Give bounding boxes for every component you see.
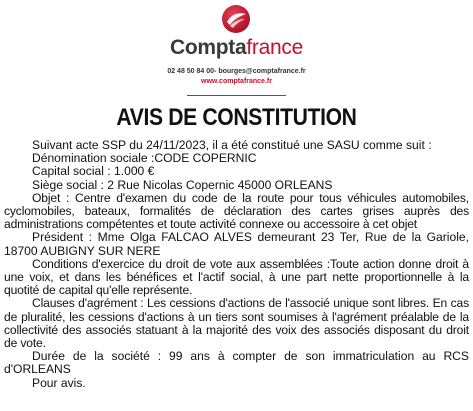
paragraph-agrement: Clauses d'agrément : Les cessions d'actions de l'associé unique sont libres. En cas de pluralité, les cessions d'actions à un tiers sont soumises à l'agrément préalable de la collectivité des associés statuant à la majorité des voix des associés disposant du droit de vote.: [4, 296, 469, 351]
paragraph-capital: Capital social : 1.000 €: [32, 164, 155, 179]
paragraph-duree: Durée de la société : 99 ans à compter de son immatriculation au RCS d'ORLEANS: [4, 349, 469, 377]
paragraph-vote: Conditions d'exercice du droit de vote aux assemblées :Toute action donne droit à une voix, et dans les bénéfices et l'actif social, à une part nette proportionnelle à la quotité de capital qu'elle représente.: [4, 256, 469, 298]
comptafrance-logo-icon: [221, 4, 251, 34]
paragraph-siege: Siège social : 2 Rue Nicolas Copernic 45000 ORLEANS: [32, 177, 333, 192]
header-divider: [187, 95, 286, 96]
header: [0, 0, 473, 100]
paragraph-president: Président : Mme Olga FALCAO ALVES demeurant 23 Ter, Rue de la Gariole, 18700 AUBIGNY SUR NERE: [4, 230, 469, 258]
paragraph-pour-avis: Pour avis.: [32, 375, 86, 390]
notice-body: [4, 139, 469, 390]
website-link[interactable]: www.comptafrance.fr: [201, 78, 272, 85]
contact-line: 02 48 50 84 00- bourges@comptafrance.fr: [167, 68, 306, 75]
paragraph-objet: Objet : Centre d'examen du code de la route pour tous véhicules automobiles, cyclomobiles, bateaux, formalités de déclaration des cartes grises auprès des administrations compétentes et toute activité connexe ou accessoire à cet objet: [4, 190, 469, 232]
notice-title: AVIS DE CONSTITUTION: [116, 104, 357, 131]
paragraph-intro: Suivant acte SSP du 24/11/2023, il a été constitué une SASU comme suit :: [32, 138, 432, 152]
brand-name: [0, 36, 473, 60]
paragraph-denomination: Dénomination sociale :CODE COPERNIC: [32, 151, 257, 166]
brand-part1: Compta: [170, 36, 247, 59]
brand-part2: france: [246, 36, 303, 59]
